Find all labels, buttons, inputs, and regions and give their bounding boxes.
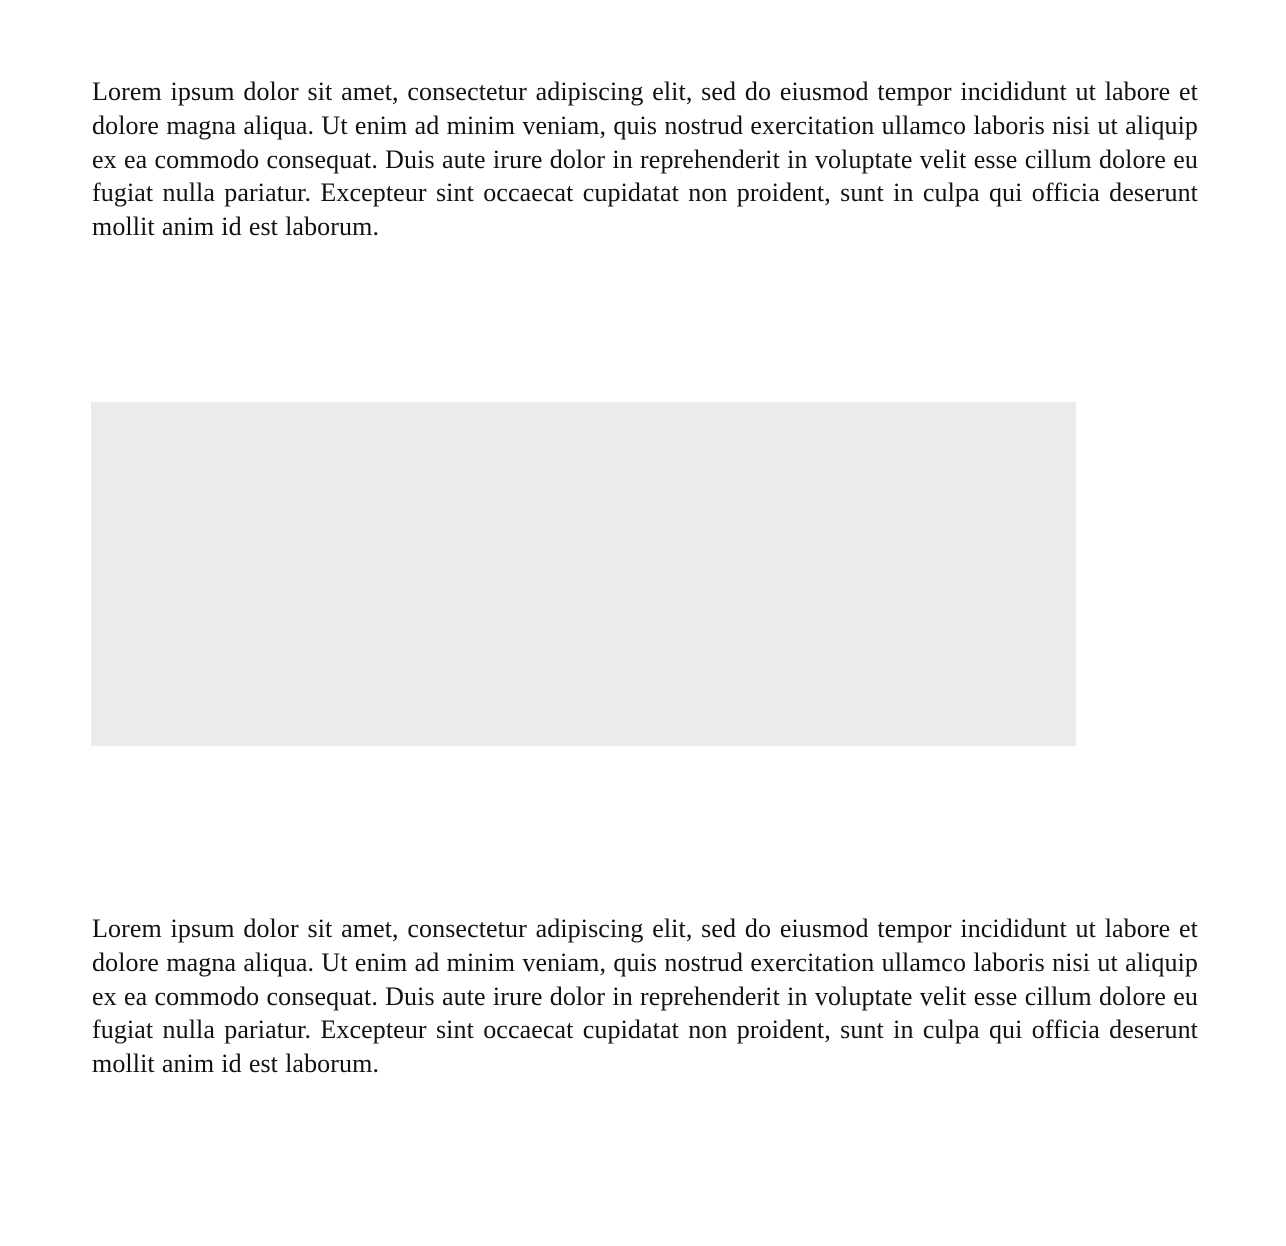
- figure-placeholder: [91, 402, 1076, 746]
- paragraph-bottom: Lorem ipsum dolor sit amet, consectetur adipiscing elit, sed do eiusmod tempor incididunt ut labore et dolore magna aliqua. Ut enim ad minim veniam, quis nostrud exercitation ullamco laboris nisi ut aliquip ex ea commodo consequat. Duis aute irure dolor in reprehenderit in voluptate velit esse cillum dolore eu fugiat nulla pariatur. Excepteur sint occaecat cupidatat non proident, sunt in culpa qui officia deserunt mollit anim id est laborum.: [92, 914, 1198, 1079]
- paragraph-top: Lorem ipsum dolor sit amet, consectetur adipiscing elit, sed do eiusmod tempor incididunt ut labore et dolore magna aliqua. Ut enim ad minim veniam, quis nostrud exercitation ullamco laboris nisi ut aliquip ex ea commodo consequat. Duis aute irure dolor in reprehenderit in voluptate velit esse cillum dolore eu fugiat nulla pariatur. Excepteur sint occaecat cupidatat non proident, sunt in culpa qui officia deserunt mollit anim id est laborum.: [92, 77, 1198, 242]
